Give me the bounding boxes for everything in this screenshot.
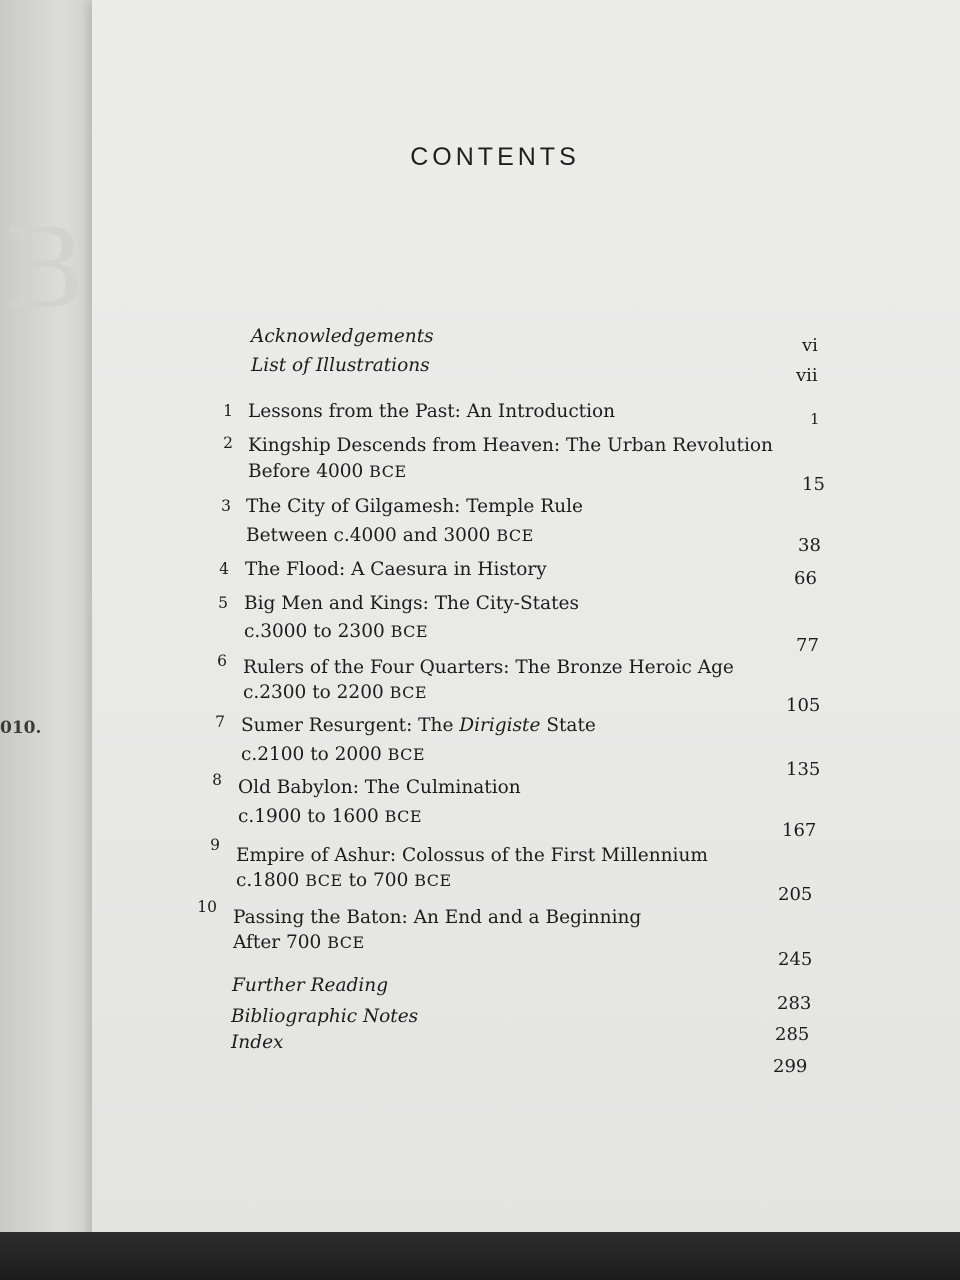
chapter-page: 245 (778, 949, 813, 970)
back-matter-page: 299 (773, 1056, 808, 1077)
chapter-date-range: Between c.4000 and 3000 BCE (246, 525, 534, 546)
front-matter-page: vii (796, 365, 818, 386)
chapter-date-range: c.3000 to 2300 BCE (244, 621, 429, 642)
chapter-title: The City of Gilgamesh: Temple Rule (246, 496, 583, 517)
page-title: CONTENTS (410, 143, 580, 171)
table-surface (0, 1232, 960, 1280)
chapter-page: 77 (796, 635, 819, 656)
chapter-number: 10 (197, 898, 217, 916)
chapter-number: 4 (219, 560, 229, 578)
chapter-page: 105 (786, 695, 821, 716)
chapter-title: Rulers of the Four Quarters: The Bronze Heroic Age (243, 657, 734, 678)
chapter-title: Sumer Resurgent: The Dirigiste State (241, 715, 596, 736)
back-matter-label: Index (231, 1032, 284, 1053)
chapter-page: 167 (782, 820, 817, 841)
chapter-number: 6 (217, 652, 227, 670)
chapter-number: 9 (210, 836, 220, 854)
chapter-page: 38 (798, 535, 821, 556)
facing-page-text: 010. (0, 718, 42, 738)
chapter-number: 5 (218, 594, 228, 612)
facing-page (0, 0, 100, 1280)
chapter-date-range: c.2300 to 2200 BCE (243, 682, 428, 703)
chapter-title: Kingship Descends from Heaven: The Urban Revolution (248, 435, 773, 456)
chapter-title: Empire of Ashur: Colossus of the First Millennium (236, 845, 708, 866)
chapter-number: 7 (215, 713, 225, 731)
chapter-number: 1 (223, 402, 233, 420)
chapter-title: Lessons from the Past: An Introduction (248, 401, 616, 422)
back-matter-page: 283 (777, 993, 812, 1014)
chapter-date-range: After 700 BCE (233, 932, 365, 953)
bleed-through-letter: B (4, 205, 85, 333)
chapter-title: The Flood: A Caesura in History (245, 559, 547, 580)
chapter-page: 1 (810, 410, 820, 428)
contents-page (92, 0, 960, 1244)
chapter-date-range: Before 4000 BCE (248, 461, 407, 482)
chapter-page: 135 (786, 759, 821, 780)
chapter-number: 8 (212, 771, 222, 789)
back-matter-label: Bibliographic Notes (231, 1006, 419, 1027)
chapter-title-emphasis: Dirigiste (459, 715, 541, 736)
chapter-number: 2 (223, 434, 233, 452)
front-matter-label: Acknowledgements (251, 326, 434, 347)
chapter-number: 3 (221, 497, 231, 515)
chapter-title: Old Babylon: The Culmination (238, 777, 521, 798)
chapter-page: 205 (778, 884, 813, 905)
chapter-page: 15 (802, 474, 825, 495)
front-matter-label: List of Illustrations (251, 355, 430, 376)
chapter-date-range: c.2100 to 2000 BCE (241, 744, 426, 765)
chapter-page: 66 (794, 568, 817, 589)
back-matter-page: 285 (775, 1024, 810, 1045)
chapter-title: Big Men and Kings: The City-States (244, 593, 579, 614)
back-matter-label: Further Reading (232, 975, 389, 996)
chapter-title: Passing the Baton: An End and a Beginning (233, 907, 642, 928)
chapter-date-range: c.1800 BCE to 700 BCE (236, 870, 452, 891)
chapter-date-range: c.1900 to 1600 BCE (238, 806, 423, 827)
front-matter-page: vi (802, 335, 818, 356)
